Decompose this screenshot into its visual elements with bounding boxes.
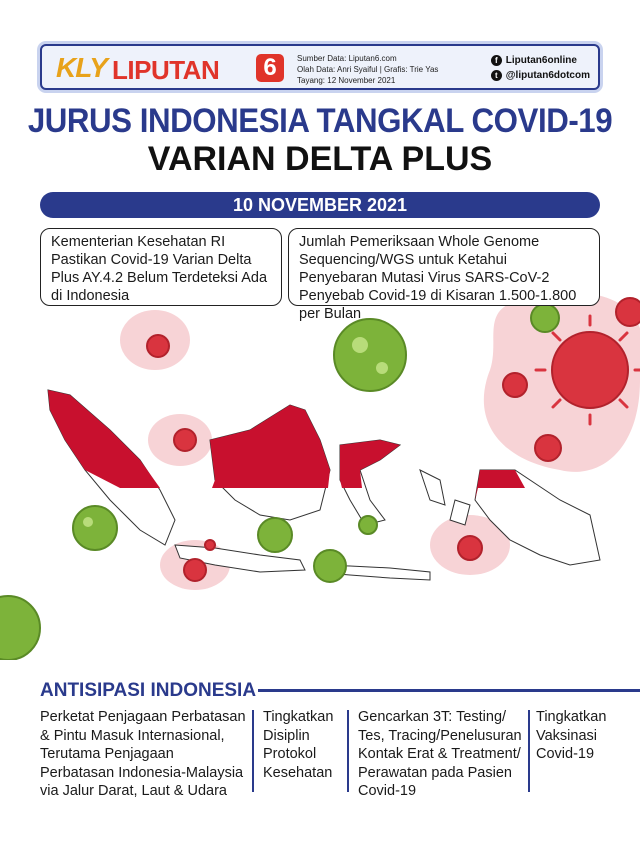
fact-box-2: Jumlah Pemeriksaan Whole Genome Sequencing/WGS untuk Ketahui Penyebaran Mutasi Virus SARS-CoV-2 Penyebab Covid-19 di Kisaran 1.500-1.800 per Bulan <box>288 228 600 306</box>
social-links <box>491 53 590 83</box>
column-divider-3 <box>528 710 530 792</box>
title-line-1: JURUS INDONESIA TANGKAL COVID-19 <box>27 102 613 140</box>
liputan-logo: LIPUTAN <box>112 55 220 85</box>
indonesia-map-illustration <box>0 280 640 660</box>
measure-1: Perketat Penjagaan Perbatasan & Pintu Masuk Internasional, Terutama Penjagaan Perbatasan Indonesia-Malaysia via Jalur Darat, Laut & Udara <box>40 709 246 799</box>
column-divider-1 <box>252 710 254 792</box>
facebook-link[interactable] <box>491 53 590 68</box>
fact-box-1: Kementerian Kesehatan RI Pastikan Covid-19 Varian Delta Plus AY.4.2 Belum Terdeteksi Ada di Indonesia <box>40 228 282 306</box>
credit-data: Olah Data: Anri Syaiful | Grafis: Trie Yas <box>297 65 439 74</box>
twitter-icon: t <box>491 70 502 81</box>
title-line-2: VARIAN DELTA PLUS <box>147 140 493 178</box>
section-title: ANTISIPASI INDONESIA <box>40 680 257 701</box>
date-banner: 10 NOVEMBER 2021 <box>40 192 600 218</box>
facebook-handle: Liputan6online <box>505 55 577 66</box>
header-banner <box>40 44 600 90</box>
facebook-icon: f <box>491 55 502 66</box>
liputan-six-badge: 6 <box>256 54 284 82</box>
kly-logo: KLY <box>56 52 107 83</box>
measure-4: Tingkatkan Vaksinasi Covid-19 <box>536 709 607 762</box>
column-divider-2 <box>347 710 349 792</box>
measure-3: Gencarkan 3T: Testing/ Tes, Tracing/Penelusuran Kontak Erat & Treatment/ Perawatan pada Pasien Covid-19 <box>358 709 522 799</box>
measure-2: Tingkatkan Disiplin Protokol Kesehatan <box>263 709 334 781</box>
section-divider <box>258 689 640 692</box>
maluku-islands <box>420 470 470 525</box>
credit-date: Tayang: 12 November 2021 <box>297 76 396 85</box>
credit-source: Sumber Data: Liputan6.com <box>297 54 397 63</box>
twitter-handle: @liputan6dotcom <box>505 70 590 81</box>
twitter-link[interactable] <box>491 68 590 83</box>
credits <box>297 53 438 86</box>
